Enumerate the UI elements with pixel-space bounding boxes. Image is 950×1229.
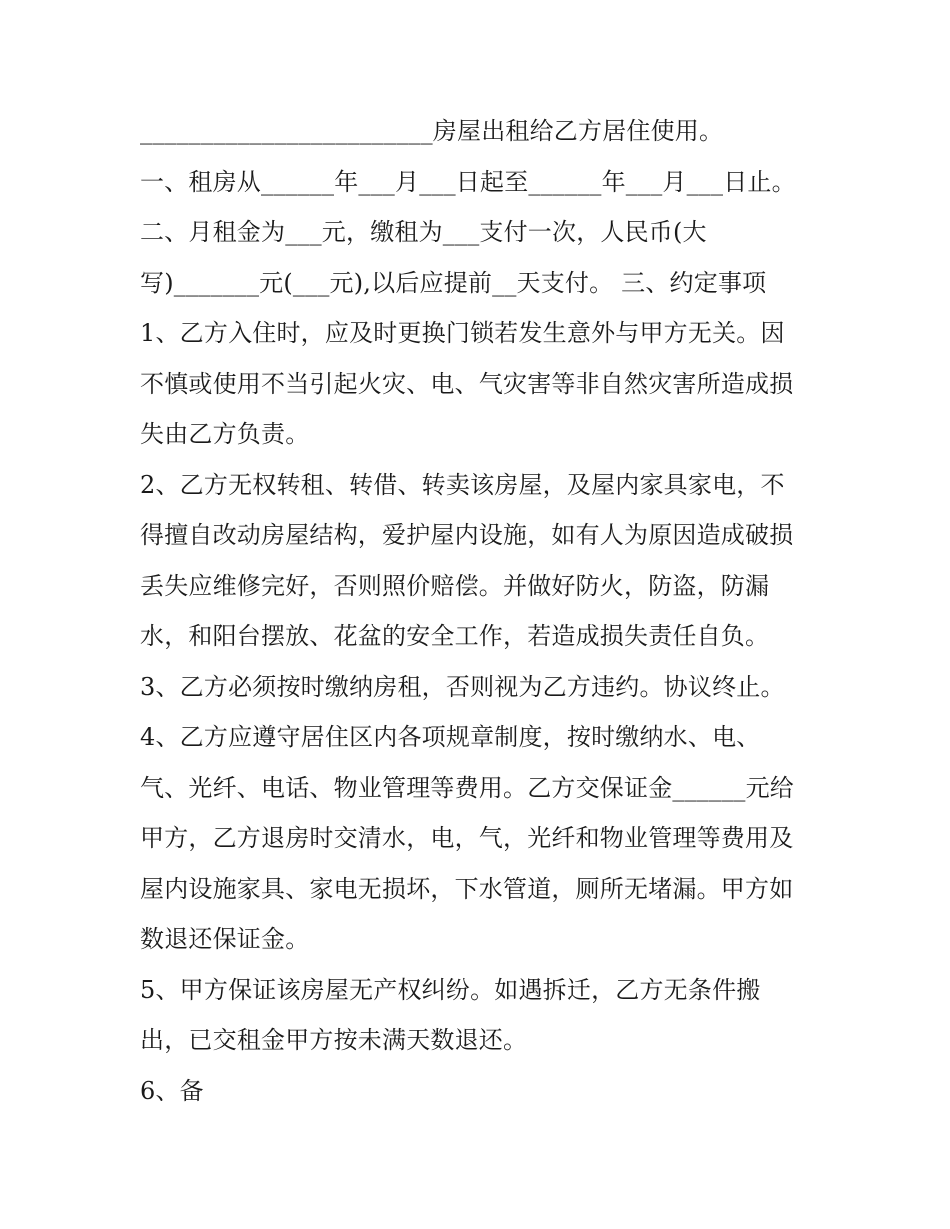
text-line-item-2: 2、乙方无权转租、转借、转卖该房屋，及屋内家具家电，不 [140, 470, 785, 499]
text-line-item-6: 6、备 [140, 1076, 204, 1105]
text-line-item-4-cont: 气、光纤、电话、物业管理等费用。乙方交保证金______元给 [140, 773, 794, 802]
text-line-rental-period: 一、租房从______年___月___日起至______年___月___日止。 [140, 167, 796, 196]
text-line-item-2-end: 水，和阳台摆放、花盆的安全工作，若造成损失责任自负。 [140, 622, 770, 650]
text-line-item-4: 4、乙方应遵守居住区内各项规章制度，按时缴纳水、电、 [140, 723, 761, 751]
text-line-item-5-end: 出，已交租金甲方按未满天数退还。 [140, 1026, 528, 1054]
text-line-monthly-rent: 二、月租金为___元，缴租为___支付一次，人民币(大 [140, 218, 707, 246]
text-line-item-3: 3、乙方必须按时缴纳房租，否则视为乙方违约。协议终止。 [140, 672, 785, 701]
text-line-rent-amount: 写)_______元(___元),以后应提前__天支付。 三、约定事项 [140, 268, 767, 297]
text-line-item-2-cont: 得擅自改动房屋结构，爱护屋内设施，如有人为原因造成破损 [140, 521, 794, 549]
text-line-item-1: 1、乙方入住时，应及时更换门锁若发生意外与甲方无关。因 [140, 319, 785, 347]
text-line-item-4-cont: 甲方，乙方退房时交清水，电，气，光纤和物业管理等费用及 [140, 824, 794, 852]
text-line-item-4-end: 数退还保证金。 [140, 925, 310, 953]
text-line-item-1-cont: 不慎或使用不当引起火灾、电、气灾害等非自然灾害所造成损 [140, 369, 794, 398]
text-line-item-2-cont: 丢失应维修完好，否则照价赔偿。并做好防火，防盗，防漏 [140, 571, 770, 600]
document-body [140, 106, 830, 1116]
text-line-property-clause: ________________________房屋出租给乙方居住使用。 [140, 117, 724, 145]
text-line-item-1-end: 失由乙方负责。 [140, 420, 310, 448]
text-line-item-4-cont: 屋内设施家具、家电无损坏，下水管道，厕所无堵漏。甲方如 [140, 874, 794, 903]
text-line-item-5: 5、甲方保证该房屋无产权纠纷。如遇拆迁，乙方无条件搬 [140, 975, 761, 1004]
